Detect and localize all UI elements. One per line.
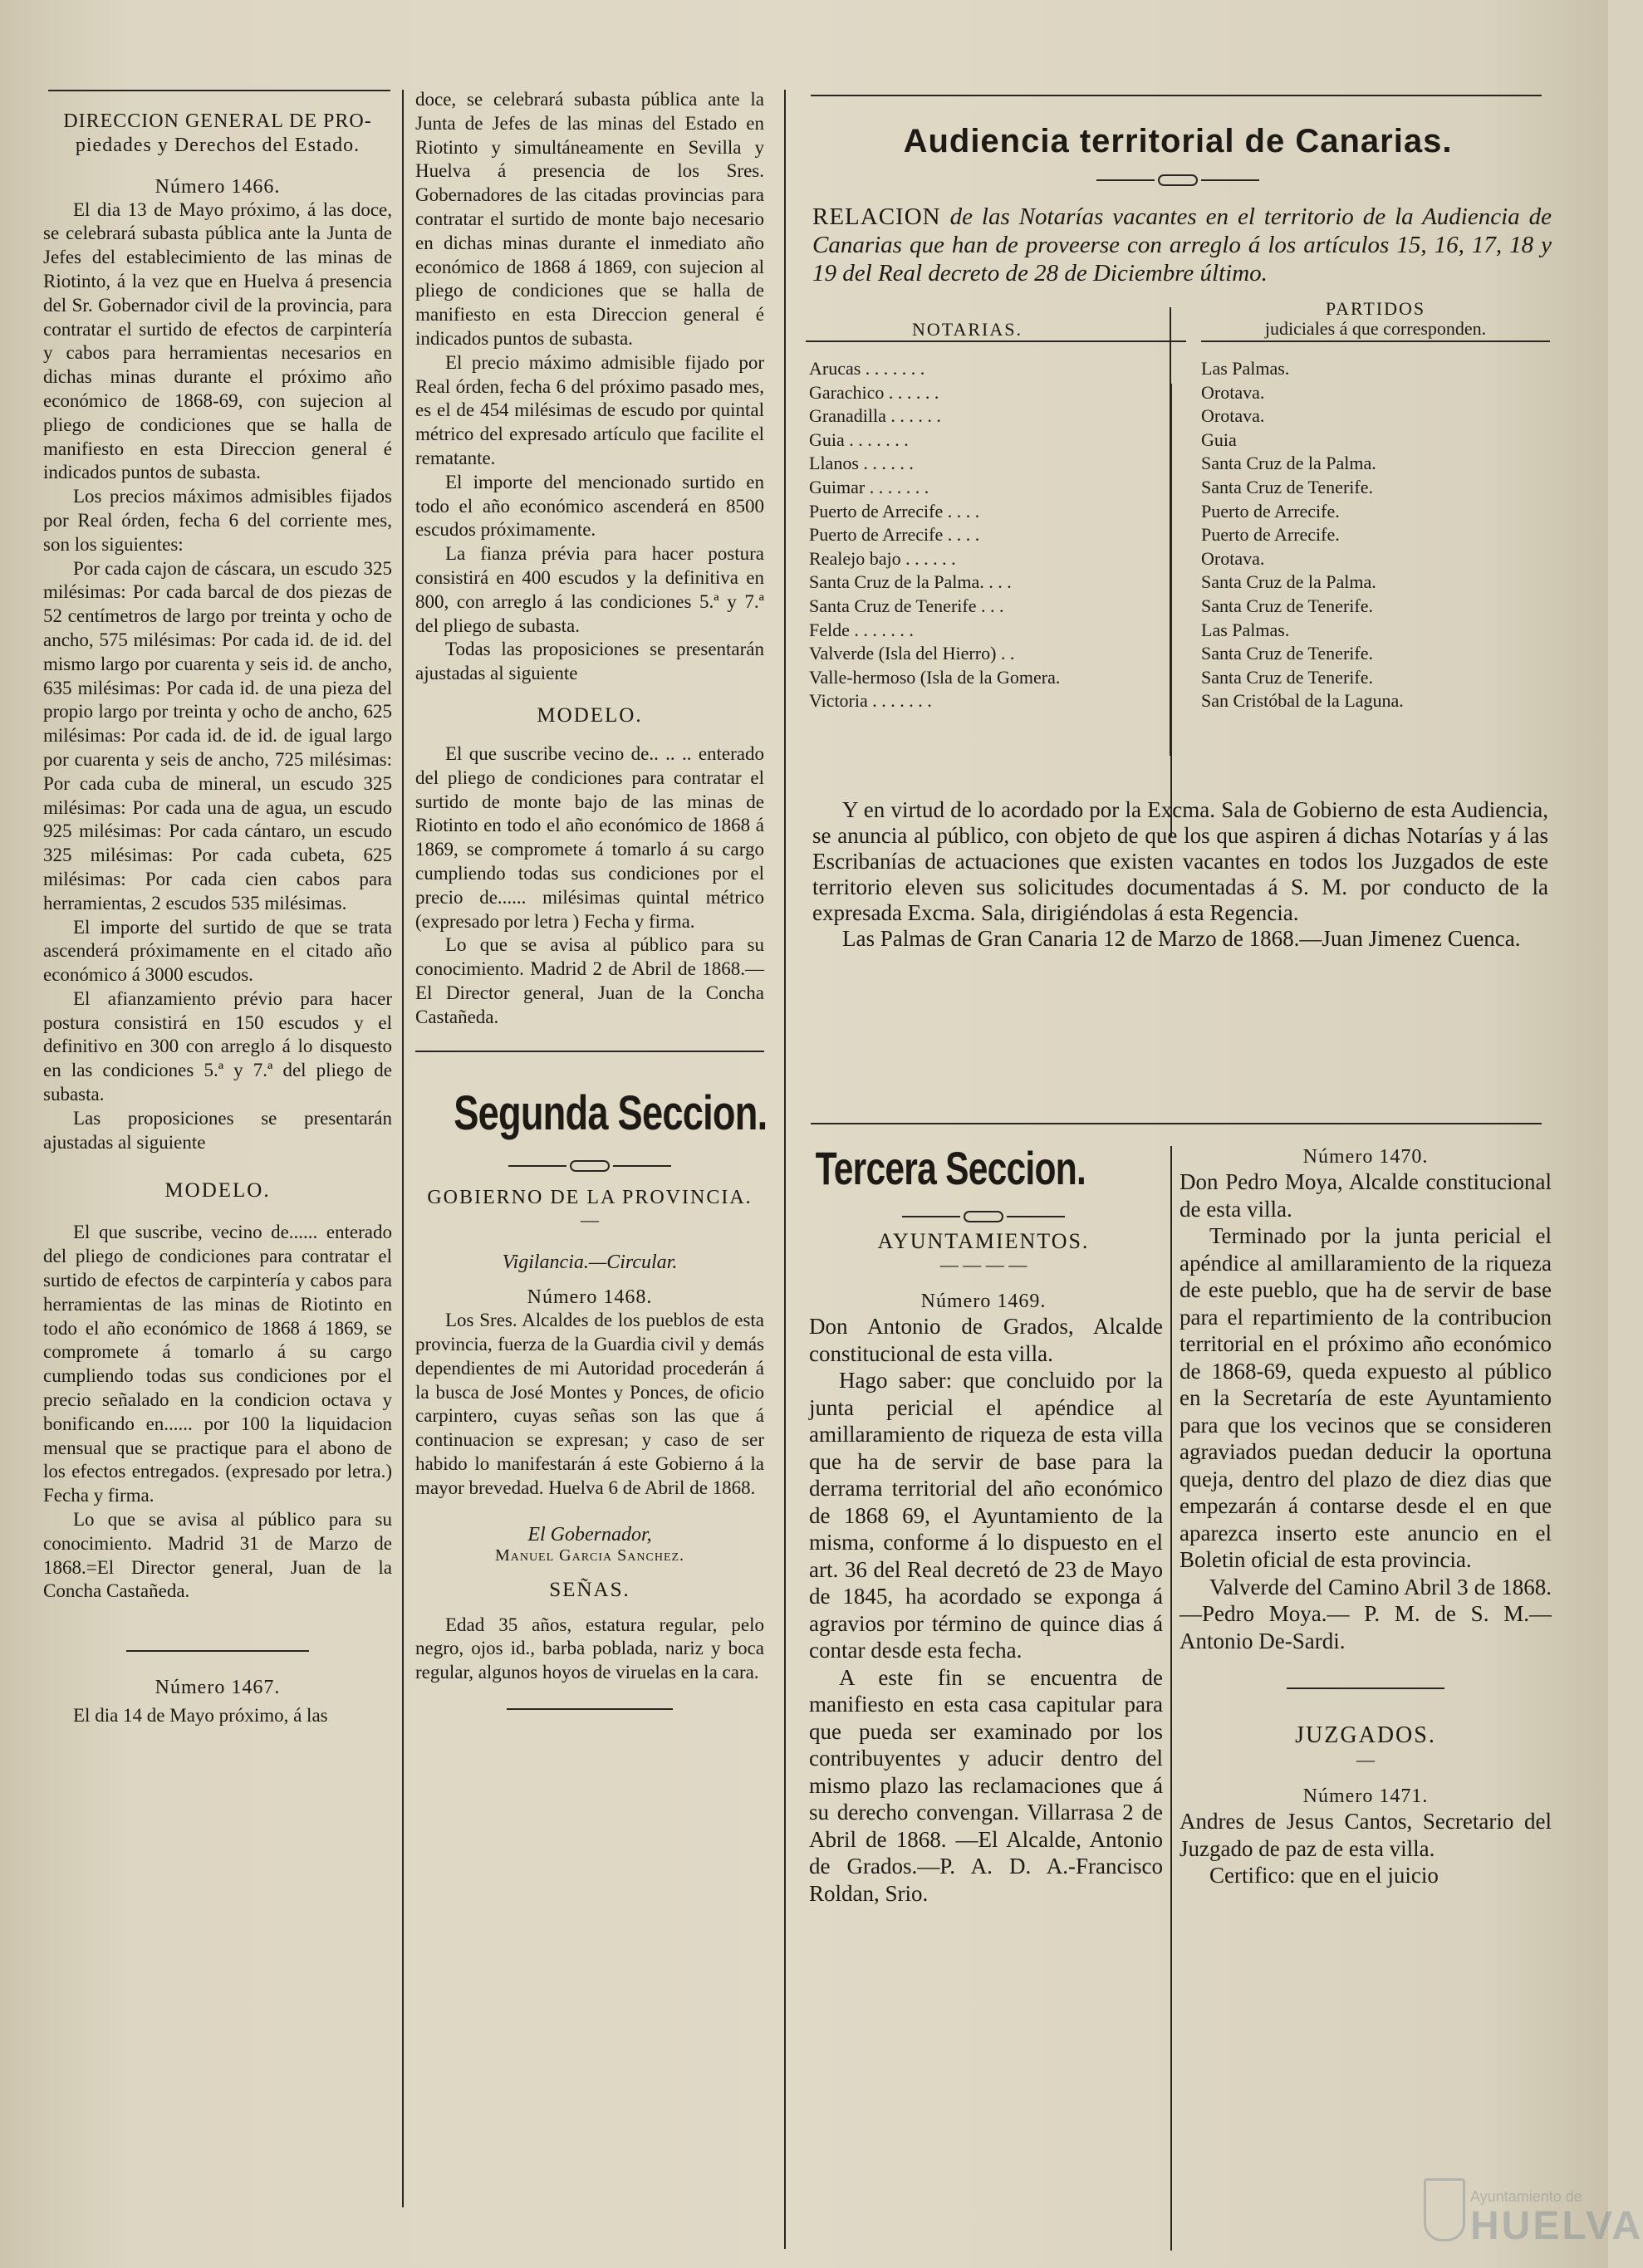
notaria-cell: Santa Cruz de Tenerife . . . bbox=[809, 595, 1004, 616]
watermark-small-text: Ayuntamiento de bbox=[1470, 2188, 1582, 2205]
table-row bbox=[804, 595, 1552, 619]
partido-cell: Santa Cruz de la Palma. bbox=[1201, 453, 1376, 474]
archive-watermark bbox=[1424, 2162, 1643, 2261]
paragraph: Don Antonio de Grados, Alcalde constitucional de esta villa. bbox=[809, 1314, 1163, 1366]
ornament-divider bbox=[804, 170, 1552, 188]
gobernador-name: Manuel Garcia Sanchez. bbox=[494, 1545, 685, 1565]
vigilancia-subheading: Vigilancia.—Circular. bbox=[502, 1252, 678, 1274]
short-dash: — bbox=[1356, 1749, 1375, 1770]
column-3-audiencia bbox=[804, 123, 1552, 952]
paragraph: Terminado por la junta pericial el apéndice al amillaramiento de la riqueza de este pueblo, que ha de servir de base para el repartimiento de la contribucion territorial en el próximo año económico de 1868-69, queda expuesto al público en la Secretaría de este Ayuntamiento para que los vecinos que se consideren agraviados puedan deducir la oportuna queja, dentro del plazo de diez dias que empezarán á contarse desde el en que aparezca inserto este anuncio en el Boletin oficial de esta provincia. bbox=[1180, 1223, 1552, 1572]
juzgados-heading: JUZGADOS. bbox=[1295, 1722, 1436, 1748]
paragraph: Por cada cajon de cáscara, un escudo 325 milésimas: Por cada barcal de dos piezas de 52 centímetros de largo por treinta y ocho de ancho, 575 milésimas: Por cada id. de id. del mismo largo por cuarenta y seis id. de ancho, 635 milésimas: Por cada id. de una pieza del propio largo por treinta y ocho de ancho, 625 milésimas: Por cada id. de id. de igual largo por cuarenta y seis de ancho, 725 milésimas: Por cada cuba de mineral, un escudo 325 milésimas: Por cada una de agua, un escudo 925 milésimas: Por cada cántaro, un escudo 325 milésimas: Por cada cubeta, 625 milésimas: Por cada cien cabos para herramientas, 2 escudos 535 milésimas. bbox=[43, 557, 392, 914]
table-row bbox=[804, 666, 1552, 690]
paragraph: Don Pedro Moya, Alcalde constitucional de esta villa. bbox=[1180, 1169, 1552, 1222]
top-rule-col3 bbox=[811, 95, 1542, 96]
segunda-seccion-title: Segunda Seccion. bbox=[454, 1086, 768, 1141]
notaria-cell: Realejo bajo . . . . . . bbox=[809, 547, 956, 569]
notaria-cell: Guimar . . . . . . . bbox=[809, 476, 929, 497]
table-row bbox=[804, 547, 1552, 571]
tercera-seccion-title: Tercera Seccion. bbox=[815, 1142, 1086, 1194]
column-divider-2 bbox=[784, 90, 786, 2249]
section-divider bbox=[1287, 1688, 1444, 1689]
notaria-cell: Llanos . . . . . . bbox=[809, 453, 914, 474]
table-row bbox=[804, 571, 1552, 595]
table-top-rule bbox=[806, 340, 1186, 342]
notaria-cell: Guia . . . . . . . bbox=[809, 429, 909, 450]
column-2 bbox=[415, 88, 768, 1710]
watermark-big-text: HUELVA bbox=[1470, 2204, 1643, 2248]
numero-1466: Número 1466. bbox=[154, 175, 281, 198]
section-divider bbox=[415, 1051, 764, 1052]
partido-cell: San Cristóbal de la Laguna. bbox=[1201, 690, 1404, 712]
partido-cell: Santa Cruz de Tenerife. bbox=[1201, 643, 1373, 664]
ayuntamientos-heading: AYUNTAMIENTOS. bbox=[877, 1229, 1090, 1253]
numero-1468: Número 1468. bbox=[527, 1286, 653, 1309]
column-3b bbox=[1180, 1146, 1552, 1889]
paragraph: El afianzamiento prévio para hacer postura consistirá en 150 escudos y el definitivo en 300 con arreglo á lo disquesto en las condiciones 5.ª y 7.ª del pliego de subasta. bbox=[43, 987, 392, 1105]
paragraph: doce, se celebrará subasta pública ante la Junta de Jefes de las minas del Estado en Riotinto y simultáneamente en Sevilla y Huelva á presencia de los Sres. Gobernadores de las citadas provincias para contratar el surtido de monte bajo necesario en dichas minas durante el inmediato año económico de 1868 á 1869, con sujecion al pliego de condiciones que se halla de manifiesto en esta Direccion general é indicados puntos de subasta. bbox=[415, 89, 764, 349]
gobierno-heading: GOBIERNO DE LA PROVINCIA. bbox=[427, 1187, 753, 1209]
table-row bbox=[804, 381, 1552, 405]
paragraph: Las Palmas de Gran Canaria 12 de Marzo de 1868.—Juan Jimenez Cuenca. bbox=[842, 926, 1521, 951]
paragraph: A este fin se encuentra de manifiesto en esta casa capitular para que pueda ser examinado por los contribuyentes y aducir dentro del mismo plazo las reclamaciones que á su derecho convengan. Villarrasa 2 de Abril de 1868. —El Alcalde, Antonio de Grados.—P. A. D. A.-Francisco Roldan, Srio. bbox=[809, 1664, 1163, 1906]
paragraph: El dia 14 de Mayo próximo, á las bbox=[73, 1705, 328, 1727]
partido-cell: Guia bbox=[1201, 429, 1237, 450]
paragraph: Y en virtud de lo acordado por la Excma. Sala de Gobierno de esta Audiencia, se anuncia al público, con objeto de que los que aspiren á dichas Notarías y á las Escribanías de actuaciones que existen vacantes en todos los Juzgados de este territorio eleven sus solicitudes documentadas á S. M. por conducto de la expresada Excma. Sala, dirigiéndolas á esta Regencia. bbox=[812, 797, 1548, 925]
partido-cell: Puerto de Arrecife. bbox=[1201, 524, 1340, 546]
table-row bbox=[804, 357, 1552, 381]
gobernador-title: El Gobernador, bbox=[527, 1523, 652, 1545]
paragraph: Andres de Jesus Cantos, Secretario del Juzgado de paz de esta villa. bbox=[1180, 1809, 1552, 1861]
partido-cell: Las Palmas. bbox=[1201, 358, 1290, 379]
notaria-cell: Valle-hermoso (Isla de la Gomera. bbox=[809, 666, 1061, 688]
partido-cell: Orotava. bbox=[1201, 405, 1265, 427]
paragraph: El precio máximo admisible fijado por Real órden, fecha 6 del próximo pasado mes, es el de 454 milésimas de escudo por quintal métrico del expresado artículo que facilite el rematante. bbox=[415, 351, 764, 468]
table-row bbox=[804, 642, 1552, 666]
table-row bbox=[804, 452, 1552, 476]
partido-cell: Las Palmas. bbox=[1201, 619, 1290, 640]
paragraph: El que suscribe, vecino de...... enterado del pliego de condiciones para contratar el surtido de efectos de carpintería y cabos para herramientas de las minas de Riotinto en todo el año económico de 1868 á 1869, se compromete á tomarlo á su cargo cumpliendo todas sus condiciones por el precio señalado en la condicion octava y bonificando en...... por 100 la liquidacion mensual que se practique para el abono de los efectos entregados. (expresado por letra.) Fecha y firma. bbox=[43, 1222, 392, 1506]
top-rule-col1 bbox=[48, 90, 390, 91]
section-divider bbox=[507, 1708, 673, 1710]
partido-cell: Santa Cruz de Tenerife. bbox=[1201, 666, 1373, 688]
partido-cell: Santa Cruz de Tenerife. bbox=[1201, 476, 1373, 497]
column-divider-1 bbox=[402, 90, 404, 2207]
notarias-rows bbox=[804, 357, 1552, 713]
ornament-divider bbox=[804, 1207, 1163, 1224]
notaria-cell: Felde . . . . . . . bbox=[809, 619, 914, 640]
paragraph: El importe del mencionado surtido en todo el año económico ascenderá en 8500 escudos próximamente. bbox=[415, 471, 764, 541]
numero-1470: Número 1470. bbox=[1302, 1146, 1429, 1168]
paragraph: La fianza prévia para hacer postura consistirá en 400 escudos y la definitiva en 800, con arreglo á las condiciones 5.ª y 7.ª del pliego de subasta. bbox=[415, 543, 764, 636]
short-dash: — — — — bbox=[939, 1254, 1027, 1275]
paragraph: El dia 13 de Mayo próximo, á las doce, se celebrará subasta pública ante la Junta de Jefes del establecimiento de las minas de Riotinto, á la vez que en Huelva á presencia del Sr. Gobernador civil de la provincia, para contratar el surtido de efectos de carpintería y cabos para herramientas necesarios en dichas minas durante el próximo año económico de 1868-69, con sujecion al pliego de condiciones que se halla de manifiesto en esta Direccion general é indicados puntos de subasta. bbox=[43, 198, 392, 483]
notaria-cell: Puerto de Arrecife . . . . bbox=[809, 500, 980, 522]
table-row bbox=[804, 476, 1552, 500]
shield-icon bbox=[1424, 2178, 1465, 2241]
numero-1467: Número 1467. bbox=[154, 1677, 281, 1699]
paragraph: Los precios máximos admisibles fijados por Real órden, fecha 6 del corriente mes, son los siguientes: bbox=[43, 486, 392, 555]
notaria-cell: Garachico . . . . . . bbox=[809, 381, 939, 403]
numero-1471: Número 1471. bbox=[1302, 1785, 1429, 1807]
relacion-intro: RELACION de las Notarías vacantes en el territorio de la Audiencia de Canarias que han de proveerse con arreglo á los artículos 15, 16, 17, 18 y 19 del Real decreto de 28 de Diciembre último. bbox=[812, 203, 1552, 287]
partido-cell: Orotava. bbox=[1201, 547, 1265, 569]
notaria-cell: Granadilla . . . . . . bbox=[809, 405, 941, 427]
table-row bbox=[804, 429, 1552, 453]
column-divider-4 bbox=[1170, 1146, 1172, 2251]
table-row bbox=[804, 500, 1552, 524]
notaria-cell: Valverde (Isla del Hierro) . . bbox=[809, 643, 1015, 664]
table-row bbox=[804, 689, 1552, 713]
notarias-table bbox=[804, 298, 1552, 797]
section-divider bbox=[126, 1650, 309, 1652]
paragraph: Certifico: que en el juicio bbox=[1209, 1863, 1439, 1888]
table-top-rule bbox=[1201, 340, 1550, 342]
partido-cell: Santa Cruz de Tenerife. bbox=[1201, 595, 1373, 616]
section-rule-col3 bbox=[811, 1123, 1542, 1124]
paragraph: Los Sres. Alcaldes de los pueblos de esta provincia, fuerza de la Guardia civil y demás dependientes de mi Autoridad procederán á la busca de José Montes y Ponces, de oficio carpintero, cuyas señas son las que á continuacion se expresan; y caso de ser habido lo manifestarán á este Gobierno á la mayor brevedad. Huelva 6 de Abril de 1868. bbox=[415, 1310, 764, 1498]
numero-1469: Número 1469. bbox=[920, 1291, 1047, 1312]
paragraph: El importe del surtido de que se trata ascenderá próximamente en el citado año económico á 3000 escudos. bbox=[43, 916, 392, 986]
table-row bbox=[804, 619, 1552, 643]
paragraph: Hago saber: que concluido por la junta pericial el apéndice al amillaramiento de riqueza de esta villa que ha de servir de base para la derrama territorial del año económico de 1868 69, el Ayuntamiento de la misma, conforme á lo dispuesto en el art. 36 del Real decretó de 23 de Mayo de 1845, ha acordado se exponga á agravios por término de quince dias á contar desde esta fecha. bbox=[809, 1368, 1163, 1663]
table-row bbox=[804, 523, 1552, 547]
column-1 bbox=[43, 110, 392, 1728]
partido-cell: Santa Cruz de la Palma. bbox=[1201, 571, 1376, 593]
notarias-header: NOTARIAS. bbox=[912, 319, 1023, 340]
paragraph: Valverde del Camino Abril 3 de 1868.—Pedro Moya.— P. M. de S. M.—Antonio De-Sardi. bbox=[1180, 1574, 1552, 1653]
notaria-cell: Santa Cruz de la Palma. . . . bbox=[809, 571, 1012, 593]
partido-cell: Orotava. bbox=[1201, 381, 1265, 403]
modelo-heading: MODELO. bbox=[537, 703, 643, 727]
table-row bbox=[804, 404, 1552, 429]
partido-cell: Puerto de Arrecife. bbox=[1201, 500, 1340, 522]
notaria-cell: Puerto de Arrecife . . . . bbox=[809, 524, 980, 546]
paragraph: Lo que se avisa al público para su conocimiento. Madrid 31 de Marzo de 1868.=El Director general, Juan de la Concha Castañeda. bbox=[43, 1509, 392, 1602]
short-dash: — bbox=[581, 1209, 599, 1231]
modelo-heading: MODELO. bbox=[164, 1179, 271, 1203]
paragraph: Lo que se avisa al público para su conocimiento. Madrid 2 de Abril de 1868.—El Director general, Juan de la Concha Castañeda. bbox=[415, 934, 764, 1027]
paragraph: Edad 35 años, estatura regular, pelo negro, ojos id., barba poblada, nariz y boca regular, algunos hoyos de viruelas en la cara. bbox=[415, 1614, 764, 1683]
direccion-header: DIRECCION GENERAL DE PRO- piedades y Derechos del Estado. bbox=[63, 110, 372, 156]
paragraph: El que suscribe vecino de.. .. .. enterado del pliego de condiciones para contratar el surtido de monte bajo de las minas de Riotinto en todo el año económico de 1868 á 1869, se compromete á tomarlo á su cargo cumpliendo todas sus condiciones por el precio de...... milésimas quintal métrico (expresado por letra ) Fecha y firma. bbox=[415, 742, 764, 932]
ornament-divider bbox=[415, 1156, 764, 1173]
senas-heading: SEÑAS. bbox=[549, 1578, 630, 1601]
partidos-header: PARTIDOS judiciales á que corresponden. bbox=[1264, 298, 1487, 339]
notaria-cell: Victoria . . . . . . . bbox=[809, 690, 932, 712]
paragraph: Las proposiciones se presentarán ajustadas al siguiente bbox=[43, 1107, 392, 1153]
column-3a bbox=[804, 1141, 1163, 1907]
paragraph: Todas las proposiciones se presentarán ajustadas al siguiente bbox=[415, 639, 764, 684]
audiencia-title: Audiencia territorial de Canarias. bbox=[903, 123, 1453, 159]
notaria-cell: Arucas . . . . . . . bbox=[809, 358, 925, 379]
